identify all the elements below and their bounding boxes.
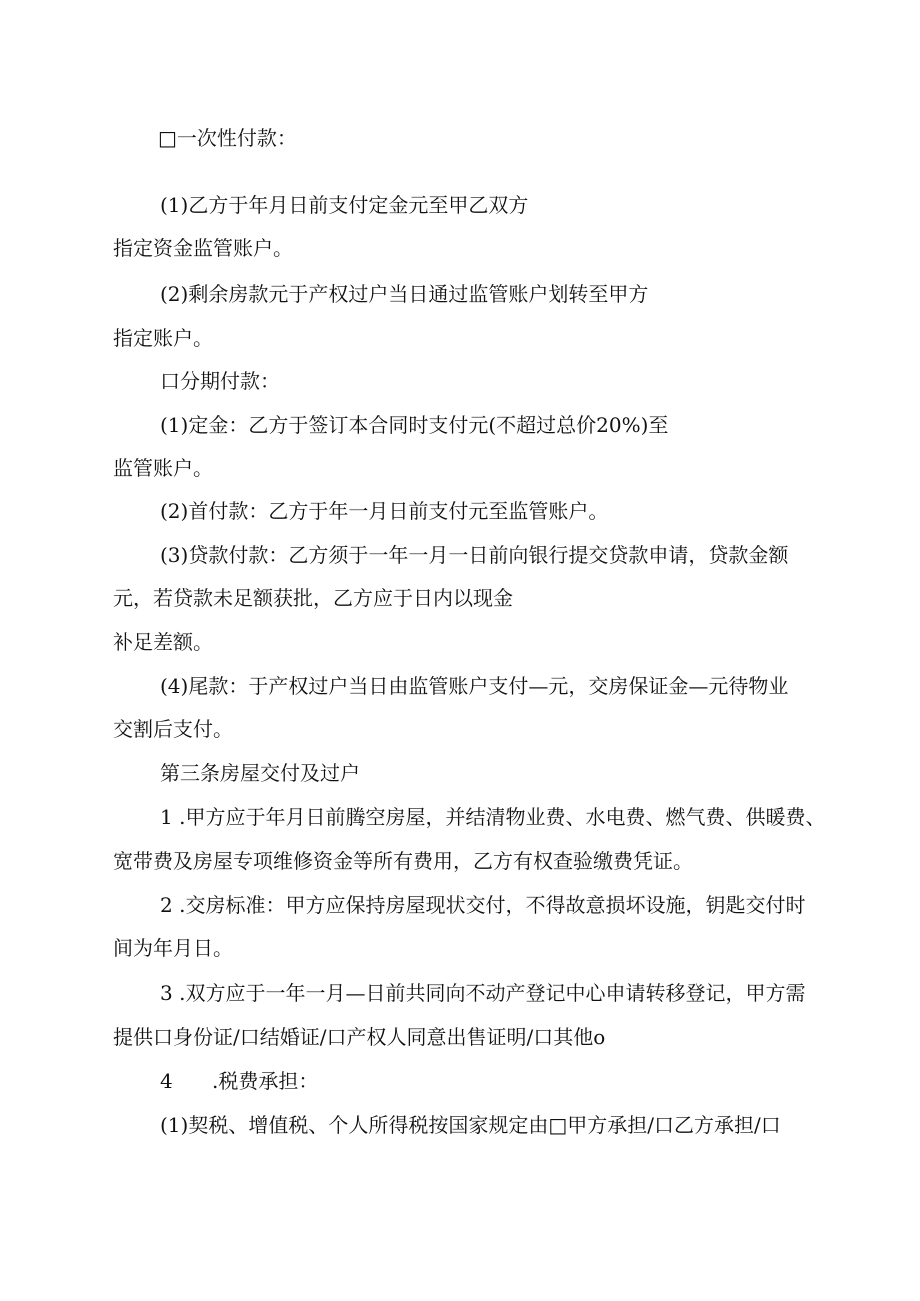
clause-final-payment-cont: 交割后支付。 <box>113 717 233 741</box>
item-4-tax-heading: .税费承担： <box>212 1069 319 1093</box>
clause-lump-2-cont: 指定账户。 <box>113 326 213 350</box>
clause-deposit-cont: 监管账户。 <box>113 456 213 480</box>
item-3-registration-cont: 提供口身份证/口结婚证/口产权人同意出售证明/口其他o <box>113 1025 606 1049</box>
clause-loan-payment-cont2: 补足差额。 <box>113 630 213 654</box>
clause-loan-payment: (3)贷款付款：乙方须于一年一月一日前向银行提交贷款申请，贷款金额 <box>160 543 789 567</box>
item-1-vacate: 1 .甲方应于年月日前腾空房屋，并结清物业费、水电费、燃气费、供暖费、 <box>160 805 826 829</box>
option-installment-payment: 口分期付款： <box>160 369 280 393</box>
article-3-heading: 第三条房屋交付及过户 <box>160 761 360 785</box>
item-3-registration: 3 .双方应于一年一月—日前共同向不动产登记中心申请转移登记，甲方需 <box>160 981 806 1005</box>
clause-lump-1: (1)乙方于年月日前支付定金元至甲乙双方 <box>160 193 529 217</box>
clause-final-payment: (4)尾款：于产权过户当日由监管账户支付—元，交房保证金—元待物业 <box>160 674 789 698</box>
item-2-handover-standard: 2 .交房标准：甲方应保持房屋现状交付，不得故意损坏设施，钥匙交付时 <box>160 893 806 917</box>
clause-loan-payment-cont: 元，若贷款未足额获批，乙方应于日内以现金 <box>113 586 513 610</box>
option-lump-sum-payment: □一次性付款： <box>158 126 297 150</box>
item-4-tax-clause-1: (1)契税、增值税、个人所得税按国家规定由□甲方承担/口乙方承担/口 <box>160 1113 781 1137</box>
clause-lump-1-cont: 指定资金监管账户。 <box>113 236 293 260</box>
clause-down-payment: (2)首付款：乙方于年一月日前支付元至监管账户。 <box>160 499 609 523</box>
item-1-vacate-cont: 宽带费及房屋专项维修资金等所有费用，乙方有权查验缴费凭证。 <box>113 849 693 873</box>
clause-deposit: (1)定金：乙方于签订本合同时支付元(不超过总价20%)至 <box>160 413 669 437</box>
item-4-number: 4 <box>160 1069 173 1093</box>
item-2-handover-standard-cont: 间为年月日。 <box>113 936 233 960</box>
clause-lump-2: (2)剩余房款元于产权过户当日通过监管账户划转至甲方 <box>160 282 649 306</box>
